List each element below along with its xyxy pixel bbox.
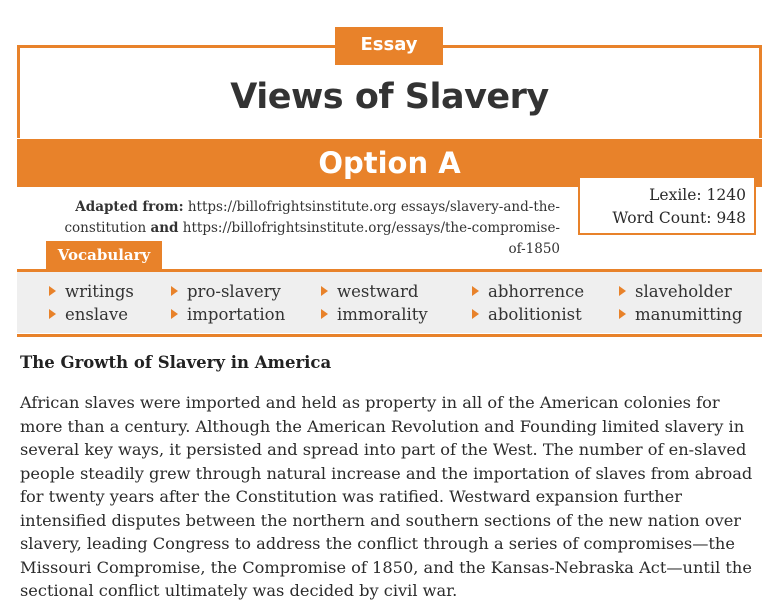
vocabulary-label: Vocabulary bbox=[46, 241, 162, 269]
vocab-item: abolitionist bbox=[472, 303, 584, 326]
option-banner: Option A bbox=[17, 139, 762, 187]
bullet-triangle-icon bbox=[472, 309, 479, 319]
vocab-item: immorality bbox=[321, 303, 428, 326]
vocab-item: pro-slavery bbox=[171, 280, 285, 303]
source-label: Adapted from: bbox=[75, 199, 184, 215]
essay-badge: Essay bbox=[335, 27, 443, 65]
body-paragraph: African slaves were imported and held as property in all of the American colonies for more than a century. Although the American Revolution and Founding limited slavery in several key ways, it persisted and spread into part of the West. The number of en-slaved people steadily grew through natural increase and the importation of slaves from abroad for twenty years after the Constitution was ratified. Westward expansion further intensified disputes between the northern and southern sections of the new nation over slavery, leading Congress to address the conflict through a series of compromises—the Missouri Compromise, the Compromise of 1850, and the Kansas-Nebraska Act—until the sectional conflict ultimately was decided by civil war. bbox=[20, 393, 753, 600]
word-count-value: Word Count: 948 bbox=[612, 209, 746, 227]
bullet-triangle-icon bbox=[619, 309, 626, 319]
lexile-value: Lexile: 1240 bbox=[649, 186, 746, 204]
page-title: Views of Slavery bbox=[230, 77, 549, 117]
bullet-triangle-icon bbox=[49, 286, 56, 296]
bullet-triangle-icon bbox=[321, 286, 328, 296]
bullet-triangle-icon bbox=[619, 286, 626, 296]
vocab-item: importation bbox=[171, 303, 285, 326]
vocabulary-bottom-rule bbox=[17, 334, 762, 337]
vocab-column-1 bbox=[49, 280, 134, 326]
vocab-item: manumitting bbox=[619, 303, 742, 326]
bullet-triangle-icon bbox=[49, 309, 56, 319]
vocab-item: westward bbox=[321, 280, 428, 303]
source-conjunction: and bbox=[150, 220, 179, 236]
bullet-triangle-icon bbox=[321, 309, 328, 319]
vocab-column-4 bbox=[472, 280, 584, 326]
vocab-item: slaveholder bbox=[619, 280, 742, 303]
vocab-column-5 bbox=[619, 280, 742, 326]
vocab-column-3 bbox=[321, 280, 428, 326]
source-link-1[interactable]: https://billofrightsinstitute.org essays/slavery-and-the-constitution bbox=[64, 199, 560, 236]
vocab-item: enslave bbox=[49, 303, 134, 326]
section-heading: The Growth of Slavery in America bbox=[20, 353, 332, 372]
bullet-triangle-icon bbox=[171, 309, 178, 319]
stats-box bbox=[578, 176, 756, 235]
vocab-column-2 bbox=[171, 280, 285, 326]
source-link-2[interactable]: https://billofrightsinstitute.org/essays/the-compromise-of-1850 bbox=[182, 220, 560, 257]
vocab-item: writings bbox=[49, 280, 134, 303]
vocab-item: abhorrence bbox=[472, 280, 584, 303]
vocabulary-list bbox=[17, 272, 762, 333]
bullet-triangle-icon bbox=[171, 286, 178, 296]
bullet-triangle-icon bbox=[472, 286, 479, 296]
